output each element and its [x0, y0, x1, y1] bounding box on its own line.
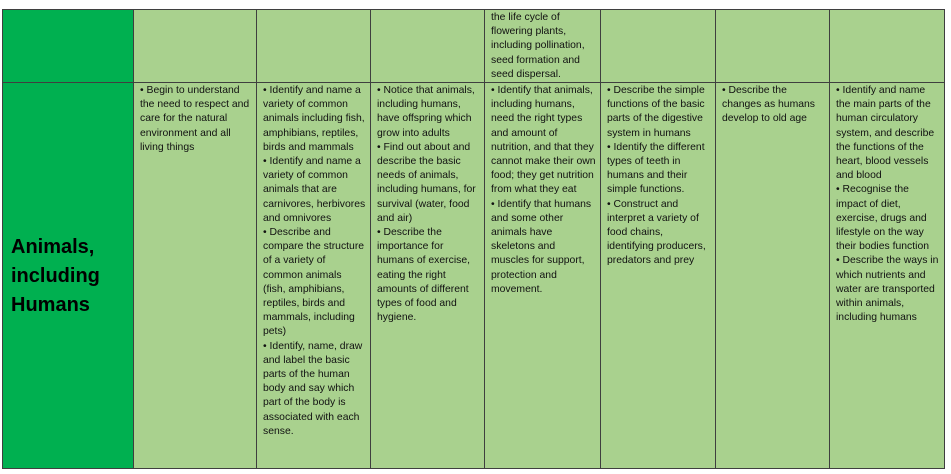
objective-item: • Notice that animals, including humans, have offspring which grow into adults [377, 85, 475, 139]
subject-label: Animals, including Humans [11, 235, 100, 316]
objective-item: • Construct and interpret a variety of food chains, identifying producers, predators and prey [607, 198, 706, 267]
objectives-cell [830, 83, 945, 469]
cell-text: the life cycle of flowering plants, including pollination, seed formation and seed dispersal. [491, 12, 585, 80]
objective-item: • Describe the ways in which nutrients and water are transported within animals, including humans [836, 255, 939, 324]
table-cell [601, 10, 716, 83]
table-cell [371, 10, 485, 83]
objective-item: • Describe the simple functions of the basic parts of the digestive system in humans [607, 85, 705, 139]
objectives-cell [371, 83, 485, 469]
objective-item: • Identify, name, draw and label the basic parts of the human body and say which part of the body is associated with each sense. [263, 340, 363, 437]
table-cell [716, 10, 830, 83]
objective-item: • Describe the importance for humans of exercise, eating the right amounts of different types of food and hygiene. [377, 227, 470, 324]
table-cell [134, 10, 257, 83]
objective-item: • Identify that humans and some other animals have skeletons and muscles for support, protection and movement. [491, 198, 592, 295]
objective-item: • Identify and name a variety of common animals including fish, amphibians, reptiles, birds and mammals [263, 85, 365, 153]
objective-item: • Recognise the impact of diet, exercise, drugs and lifestyle on the way their bodies function [836, 184, 929, 253]
table-row-animals [3, 83, 945, 469]
objective-item: • Find out about and describe the basic needs of animals, including humans, for survival (water, food and air) [377, 141, 476, 224]
objective-item: • Describe the changes as humans develop to old age [722, 85, 815, 125]
curriculum-table [2, 9, 945, 469]
table-cell [830, 10, 945, 83]
table-cell-continued [485, 10, 601, 83]
objectives-cell [716, 83, 830, 469]
objective-item: • Describe and compare the structure of a variety of common animals (fish, amphibians, reptiles, birds and mammals, including pets) [263, 227, 365, 338]
table-row-top [3, 10, 945, 83]
objectives-cell [257, 83, 371, 469]
objective-item: • Begin to understand the need to respect and care for the natural environment and all living things [140, 85, 250, 153]
objectives-cell [485, 83, 601, 469]
objective-item: • Identify that animals, including humans, need the right types and amount of nutrition, and that they cannot make their own food; they get nutrition from what they eat [491, 85, 596, 196]
objective-item: • Identify the different types of teeth in humans and their simple functions. [607, 141, 705, 196]
objective-item: • Identify and name a variety of common animals that are carnivores, herbivores and omnivores [263, 156, 366, 224]
objective-item: • Identify and name the main parts of the human circulatory system, and describe the functions of the heart, blood vessels and blood [836, 85, 935, 182]
table-cell [257, 10, 371, 83]
objectives-cell [601, 83, 716, 469]
subject-cell-top [3, 10, 134, 83]
objectives-cell [134, 83, 257, 469]
subject-cell [3, 83, 134, 469]
